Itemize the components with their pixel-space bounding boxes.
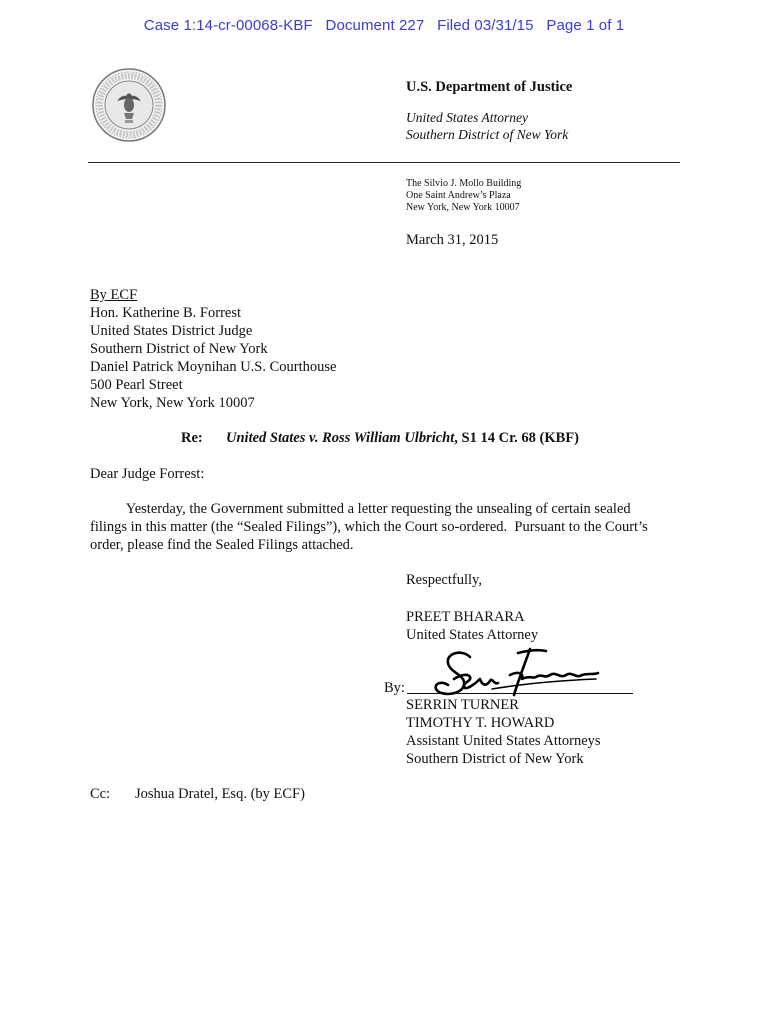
by-label: By: <box>384 680 405 696</box>
recipient-title: United States District Judge <box>90 323 253 339</box>
recipient-block <box>90 286 336 412</box>
address-line: One Saint Andrew’s Plaza <box>406 190 511 202</box>
letter-body <box>90 500 680 554</box>
recipient-street: 500 Pearl Street <box>90 377 183 393</box>
letterhead-divider <box>88 162 680 163</box>
attorney-name: TIMOTHY T. HOWARD <box>406 715 555 731</box>
delivery-method: By ECF <box>90 287 138 303</box>
ecf-filing-header: Case 1:14-cr-00068-KBF Document 227 Filed 03/31/15 Page 1 of 1 <box>143 17 625 34</box>
body-line: Yesterday, the Government submitted a letter requesting the unsealing of certain sealed <box>90 501 631 517</box>
address-line: New York, New York 10007 <box>406 202 520 214</box>
re-label: Re: <box>181 430 203 446</box>
signature-icon <box>426 645 602 701</box>
attorneys-district: Southern District of New York <box>406 751 584 767</box>
address-line: The Silvio J. Mollo Building <box>406 178 522 189</box>
recipient-district: Southern District of New York <box>90 341 268 357</box>
attorneys-block <box>406 696 601 768</box>
signer-block <box>406 608 538 644</box>
cc-recipient: Joshua Dratel, Esq. (by ECF) <box>135 786 305 802</box>
doj-seal-icon <box>91 67 167 143</box>
subject-line <box>181 430 579 447</box>
recipient-courthouse: Daniel Patrick Moynihan U.S. Courthouse <box>90 359 337 375</box>
signer-title: United States Attorney <box>406 627 539 643</box>
cc-line <box>90 786 305 803</box>
cc-label: Cc: <box>90 786 111 802</box>
attorney-name: SERRIN TURNER <box>406 697 519 713</box>
closing: Respectfully, <box>406 572 482 588</box>
salutation: Dear Judge Forrest: <box>90 466 205 482</box>
letter-date: March 31, 2015 <box>406 232 499 248</box>
recipient-name: Hon. Katherine B. Forrest <box>90 305 242 321</box>
office-title: United States Attorney <box>406 110 528 125</box>
body-line: order, please find the Sealed Filings attached. <box>90 537 354 553</box>
recipient-city: New York, New York 10007 <box>90 395 255 411</box>
signer-name: PREET BHARARA <box>406 609 525 625</box>
attorneys-title: Assistant United States Attorneys <box>406 733 601 749</box>
case-name: United States v. Ross William Ulbricht <box>226 430 455 446</box>
office-district: Southern District of New York <box>406 127 569 142</box>
body-line: filings in this matter (the “Sealed Filings”), which the Court so-ordered. Pursuant to the Court’s <box>90 519 648 535</box>
office-address <box>406 178 521 215</box>
office-block <box>406 109 572 143</box>
case-number: , S1 14 Cr. 68 (KBF) <box>454 430 580 446</box>
agency-name: U.S. Department of Justice <box>406 79 573 95</box>
letterhead <box>406 78 572 143</box>
